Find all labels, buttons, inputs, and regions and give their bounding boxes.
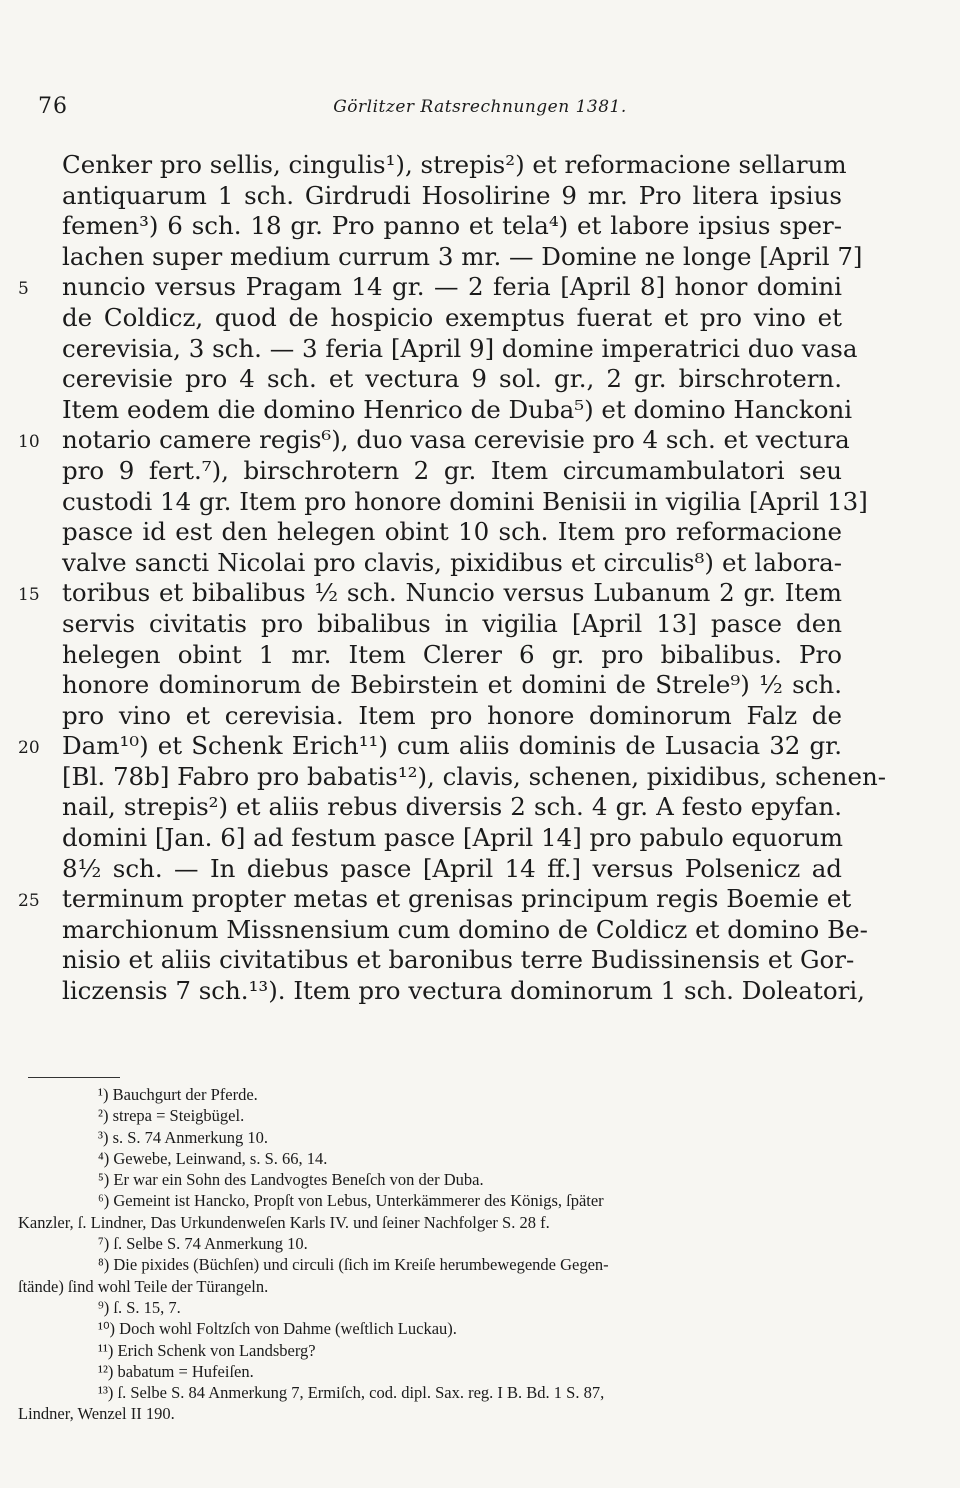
footnote: ¹) Bauchgurt der Pferde.	[98, 1085, 258, 1104]
line-text: femen³) 6 sch. 18 gr. Pro panno et tela⁴) et labore ipsius sper-	[62, 211, 842, 241]
line-text: 8½ sch. — In diebus pasce [April 14 ff.] versus Polsenicz ad	[62, 853, 842, 883]
text-line	[62, 701, 842, 732]
main-text	[18, 150, 887, 1007]
text-line	[62, 945, 855, 976]
line-text: notario camere regis⁶), duo vasa cerevisie pro 4 sch. et vectura	[62, 425, 850, 455]
line-number: 15	[18, 585, 40, 606]
footnote-rule	[28, 1077, 120, 1078]
line-text: pro 9 fert.⁷), birschrotern 2 gr. Item circumambulatori seu	[62, 455, 842, 485]
text-line	[62, 394, 853, 426]
text-line	[62, 456, 842, 487]
footnote: ³) s. S. 74 Anmerkung 10.	[98, 1127, 268, 1147]
line-text: domini [Jan. 6] ad festum pasce [April 14] pro pabulo equorum	[62, 823, 844, 853]
text-line	[62, 150, 847, 181]
text-line	[62, 976, 865, 1007]
line-text: Dam¹⁰) et Schenk Erich¹¹) cum aliis dominis de Lusacia 32 gr.	[62, 731, 842, 761]
page-number: 76	[38, 94, 68, 119]
text-line	[18, 425, 850, 456]
line-text: cerevisie pro 4 sch. et vectura 9 sol. gr., 2 gr. birschrotern.	[62, 364, 842, 394]
text-line	[18, 272, 842, 303]
footnote: ⁵) Er war ein Sohn des Landvogtes Beneſch von der Duba.	[98, 1170, 484, 1190]
text-line	[18, 731, 842, 762]
footnote: ⁴) Gewebe, Leinwand, s. S. 66, 14.	[98, 1148, 328, 1168]
text-line	[62, 914, 868, 946]
line-number: 10	[18, 432, 40, 453]
text-line	[62, 640, 842, 671]
line-number: 25	[18, 891, 40, 912]
text-line	[62, 823, 842, 854]
footnote: ¹⁰) Doch wohl Foltzſch von Dahme (weſtlich Luckau).	[98, 1319, 457, 1339]
footnote: Kanzler, ſ. Lindner, Das Urkundenweſen Karls IV. und ſeiner Nachfolger S. 28 f.	[18, 1212, 550, 1232]
line-text: toribus et bibalibus ½ sch. Nuncio versus Lubanum 2 gr. Item	[62, 578, 842, 608]
line-text: antiquarum 1 sch. Girdrudi Hosolirine 9 mr. Pro litera ipsius	[62, 180, 842, 210]
line-text: Cenker pro sellis, cingulis¹), strepis²) et reformacione sellarum	[62, 150, 847, 179]
footnote: ⁹) ſ. S. 15, 7.	[98, 1297, 181, 1317]
text-line	[62, 333, 858, 365]
line-text: servis civitatis pro bibalibus in vigilia [April 13] pasce den	[62, 608, 842, 638]
line-text: helegen obint 1 mr. Item Clerer 6 gr. pro bibalibus. Pro	[62, 639, 842, 669]
text-line	[62, 670, 842, 701]
footnote: ¹²) babatum = Hufeiſen.	[98, 1361, 254, 1381]
line-text: liczensis 7 sch.¹³). Item pro vectura dominorum 1 sch. Doleatori,	[62, 976, 865, 1006]
running-title: Görlitzer Ratsrechnungen 1381.	[333, 97, 627, 117]
text-line	[62, 517, 842, 548]
text-line	[18, 578, 842, 609]
line-text: honore dominorum de Bebirstein et domini de Strele⁹) ½ sch.	[62, 670, 842, 700]
line-text: marchionum Missnensium cum domino de Coldicz et domino Be-	[62, 914, 868, 944]
text-line	[18, 884, 852, 915]
line-text: nail, strepis²) et aliis rebus diversis 2 sch. 4 gr. A festo epyfan.	[62, 792, 842, 822]
line-text: nisio et aliis civitatibus et baronibus terre Budissinensis et Gor-	[62, 945, 855, 975]
text-line	[62, 761, 887, 793]
text-line	[62, 241, 863, 273]
text-line	[62, 486, 868, 518]
line-text: valve sancti Nicolai pro clavis, pixidibus et circulis⁸) et labora-	[62, 547, 842, 577]
text-line	[62, 854, 842, 885]
line-text: [Bl. 78b] Fabro pro babatis¹²), clavis, schenen, pixidibus, schenen-	[62, 761, 887, 791]
footnote: ⁷) ſ. Selbe S. 74 Anmerkung 10.	[98, 1234, 308, 1254]
line-text: pro vino et cerevisia. Item pro honore dominorum Falz de	[62, 700, 842, 730]
text-line	[62, 609, 842, 640]
line-text: de Coldicz, quod de hospicio exemptus fuerat et pro vino et	[62, 302, 842, 332]
footnote: ſtände) ſind wohl Teile der Türangeln.	[18, 1276, 269, 1296]
footnote: ⁶) Gemeint ist Hancko, Propſt von Lebus, Unterkämmerer des Königs, ſpäter	[98, 1191, 604, 1211]
text-line	[62, 303, 842, 334]
text-line	[62, 181, 842, 212]
text-line	[62, 548, 842, 579]
line-text: terminum propter metas et grenisas principum regis Boemie et	[62, 884, 852, 914]
text-line	[62, 792, 842, 823]
line-text: cerevisia, 3 sch. — 3 feria [April 9] domine imperatrici duo vasa	[62, 333, 858, 363]
line-text: lachen super medium currum 3 mr. — Domine ne longe [April 7]	[62, 241, 863, 271]
line-number: 20	[18, 738, 40, 759]
footnote: ²) strepa = Steigbügel.	[98, 1106, 245, 1126]
footnotes	[18, 1084, 848, 1425]
footnote: Lindner, Wenzel II 190.	[18, 1404, 175, 1424]
footnote: ¹¹) Erich Schenk von Landsberg?	[98, 1340, 316, 1360]
text-line	[62, 211, 842, 242]
footnote: ⁸) Die pixides (Büchſen) und circuli (ſich im Kreiſe herumbewegende Gegen-	[98, 1255, 609, 1275]
line-text: nuncio versus Pragam 14 gr. — 2 feria [April 8] honor domini	[62, 272, 842, 302]
footnote: ¹³) ſ. Selbe S. 84 Anmerkung 7, Ermiſch, cod. dipl. Sax. reg. I B. Bd. 1 S. 87,	[98, 1383, 605, 1403]
line-text: custodi 14 gr. Item pro honore domini Benisii in vigilia [April 13]	[62, 486, 868, 516]
text-line	[62, 364, 842, 395]
line-number: 5	[18, 279, 29, 300]
line-text: Item eodem die domino Henrico de Duba⁵) et domino Hanckoni	[62, 394, 853, 424]
line-text: pasce id est den helegen obint 10 sch. Item pro reformacione	[62, 517, 842, 547]
